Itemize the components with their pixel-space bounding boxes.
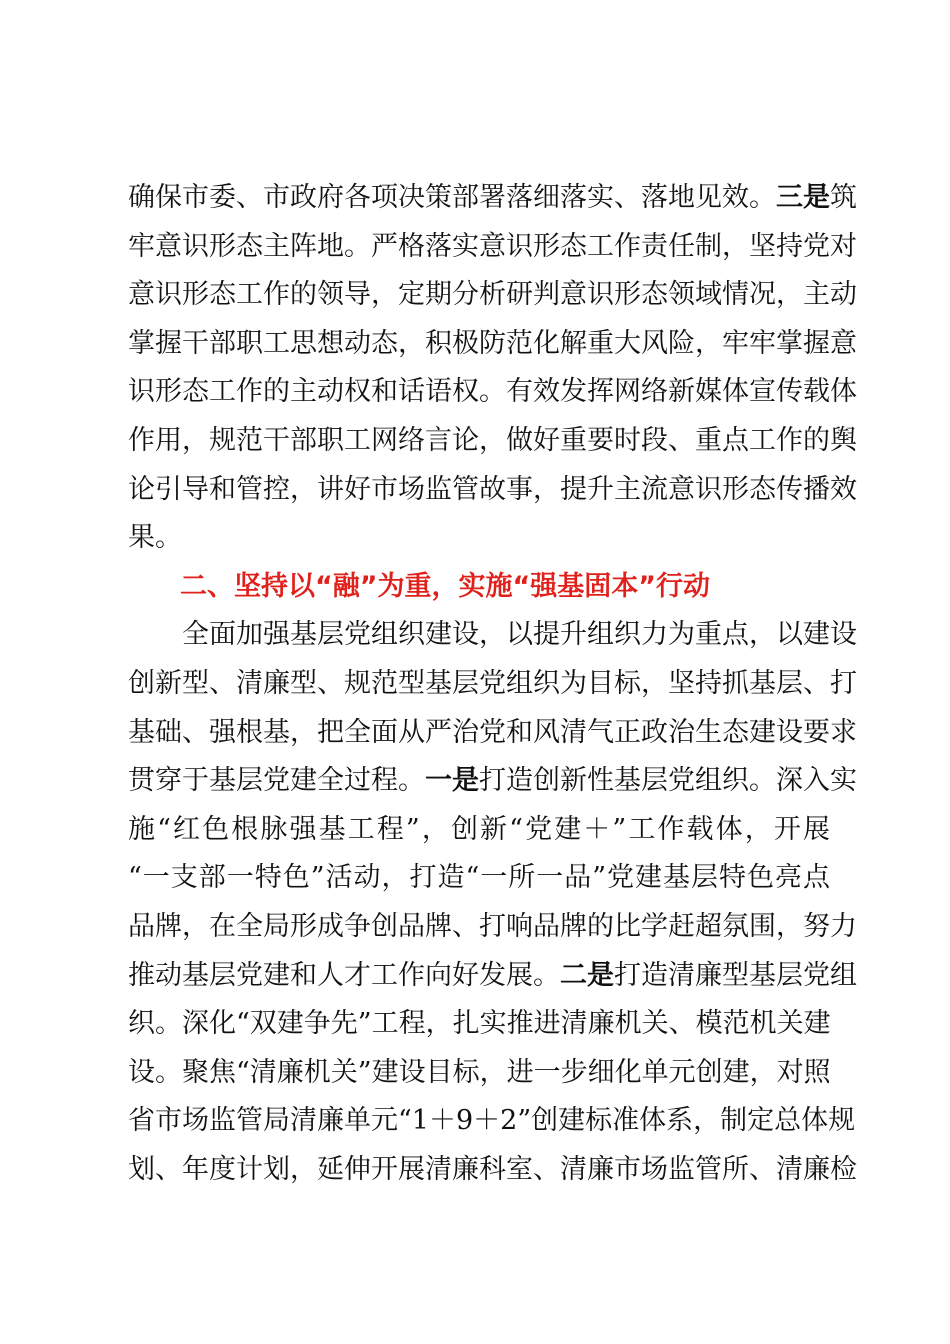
paragraph-line: 论引导和管控，讲好市场监管故事，提升主流意识形态传播效 — [128, 473, 857, 505]
bold-marker: 二是 — [560, 959, 614, 991]
paragraph-line: 划、年度计划，延伸开展清廉科室、清廉市场监管所、清廉检 — [128, 1153, 857, 1185]
paragraph-line: 品牌，在全局形成争创品牌、打响品牌的比学赶超氛围，努力 — [128, 910, 857, 942]
paragraph-line: 基础、强根基，把全面从严治党和风清气正政治生态建设要求 — [128, 716, 857, 748]
document-page — [128, 174, 857, 1194]
paragraph-line: 识形态工作的主动权和话语权。有效发挥网络新媒体宣传载体 — [128, 376, 857, 408]
text-run: 贯穿于基层党建全过程。 — [128, 765, 425, 797]
paragraph-line: 创新型、清廉型、规范型基层党组织为目标，坚持抓基层、打 — [128, 667, 857, 699]
text-run: 打造清廉型基层党组 — [614, 959, 857, 991]
bold-marker: 一是 — [425, 765, 479, 797]
paragraph-line: “一支部一特色”活动，打造“一所一品”党建基层特色亮点 — [128, 862, 830, 894]
text-run: 推动基层党建和人才工作向好发展。 — [128, 959, 560, 991]
paragraph-line: 牢意识形态主阵地。严格落实意识形态工作责任制，坚持党对 — [128, 230, 857, 262]
paragraph-line — [128, 757, 857, 806]
paragraph-line: 织。深化“双建争先”工程，扎实推进清廉机关、模范机关建 — [128, 1008, 831, 1040]
section-heading: 二、坚持以“融”为重，实施“强基固本”行动 — [180, 570, 710, 602]
text-run: 筑 — [830, 182, 857, 213]
paragraph-line: 全面加强基层党组织建设，以提升组织力为重点，以建设 — [182, 619, 857, 651]
paragraph-line: 作用，规范干部职工网络言论，做好重要时段、重点工作的舆 — [128, 424, 857, 456]
text-run: 确保市委、市政府各项决策部署落细落实、落地见效。 — [128, 182, 776, 213]
paragraph-line — [128, 952, 857, 1001]
paragraph-line: 施“红色根脉强基工程”，创新“党建＋”工作载体，开展 — [128, 813, 830, 845]
paragraph-line: 省市场监管局清廉单元“1＋9＋2”创建标准体系，制定总体规 — [128, 1105, 856, 1137]
text-run: 打造创新性基层党组织。深入实 — [479, 765, 857, 797]
paragraph-line — [128, 174, 857, 223]
bold-marker: 三是 — [776, 182, 830, 213]
paragraph-line: 果。 — [128, 522, 182, 554]
paragraph-line: 意识形态工作的领导，定期分析研判意识形态领域情况，主动 — [128, 279, 857, 311]
paragraph-line: 掌握干部职工思想动态，积极防范化解重大风险，牢牢掌握意 — [128, 327, 857, 359]
paragraph-line: 设。聚焦“清廉机关”建设目标，进一步细化单元创建，对照 — [128, 1056, 831, 1088]
